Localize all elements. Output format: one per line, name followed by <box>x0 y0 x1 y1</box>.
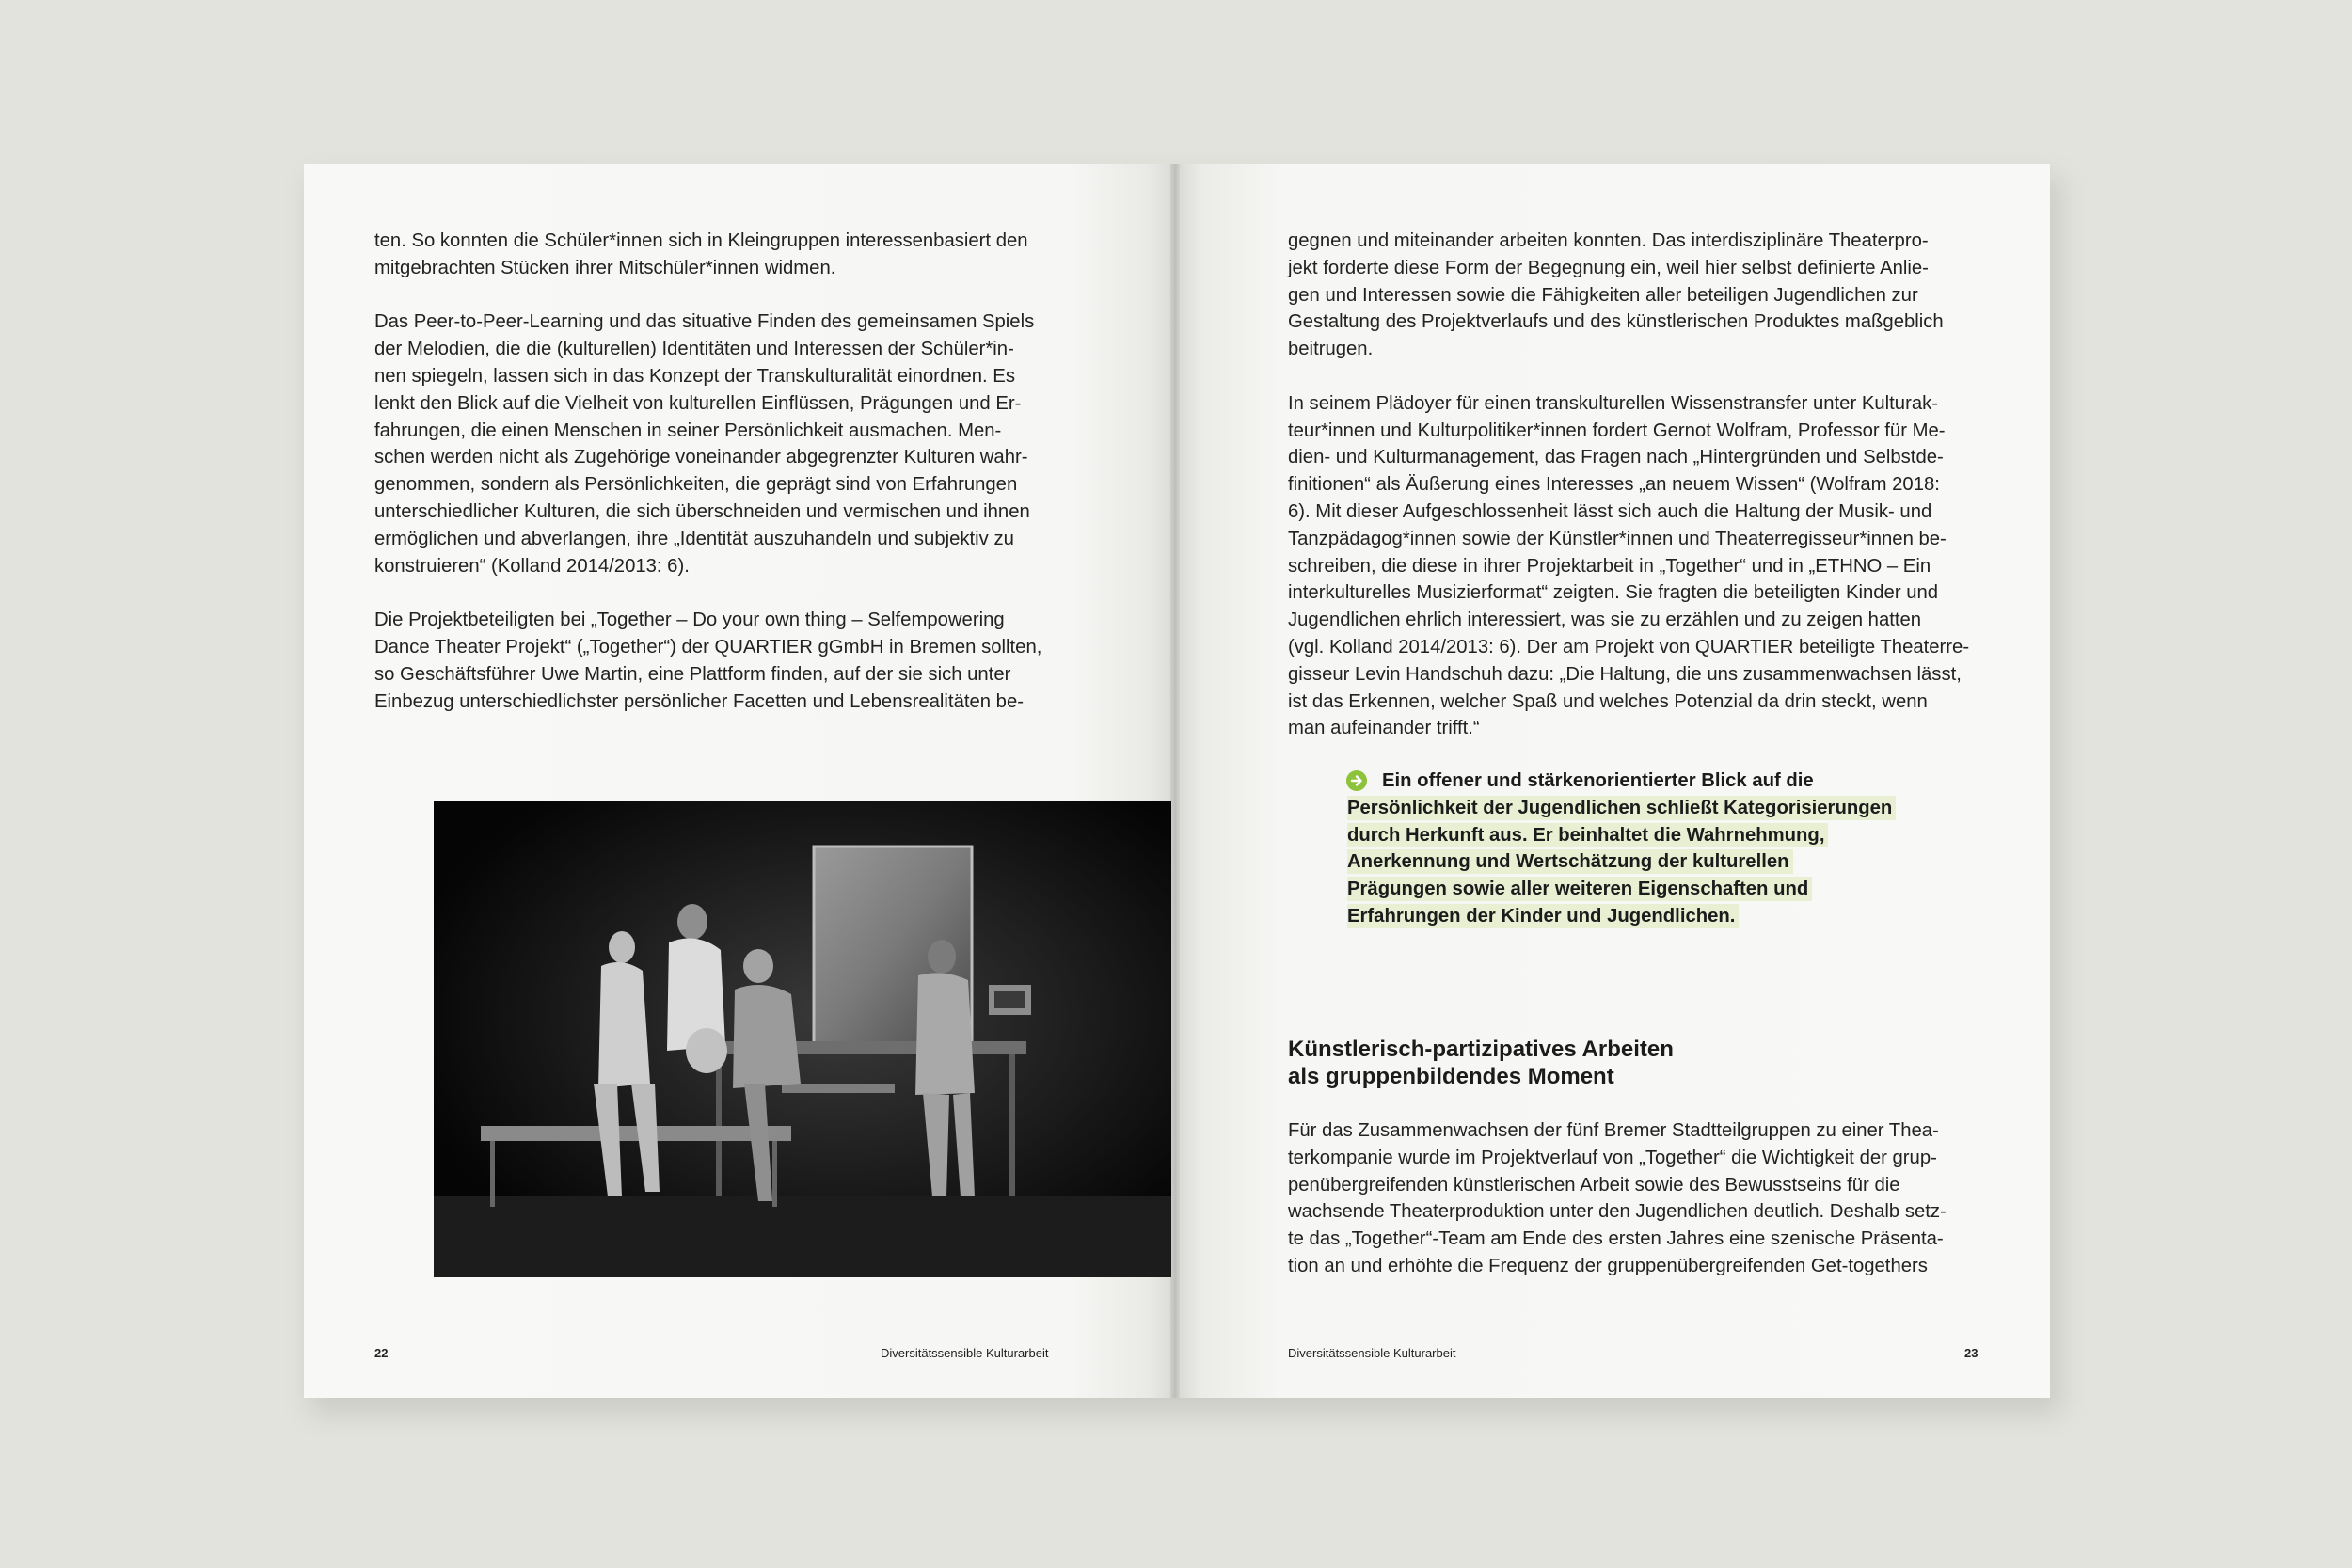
right-closing-body <box>1288 1117 2003 1307</box>
right-paragraph-1: gegnen und miteinander arbeiten konnten. Das interdisziplinäre Theaterpro- jekt forderte diese Form der Begegnung ein, weil hier selbst definierte Anlie- gen und Interessen sowie die Fähigkeiten aller beteiligen Jugendlichen zur Gestaltung des Projektverlaufs und des künstlerischen Produktes maßgeblich beitrugen. <box>1288 230 1944 360</box>
quote-line-4: Anerkennung und Wertschätzung der kulturellen <box>1347 849 1793 874</box>
quote-line-1: Ein offener und stärkenorientierter Blick auf die <box>1382 770 1814 791</box>
right-paragraph-3: Für das Zusammenwachsen der fünf Bremer Stadtteilgruppen zu einer Thea- terkompanie wurde im Projektverlauf von „Together“ die Wichtigkeit der grup- penübergreifenden künstlerischen Arbeit sowie des Bewusstseins für die wachsende Theaterproduktion unter den Jugendlichen deutlich. Deshalb setz- te das „Together“-Team am Ende des ersten Jahres eine szenische Präsenta- tion an und erhöhte die Frequenz der gruppenübergreifenden Get-togethers <box>1288 1120 1947 1276</box>
book-spine <box>1170 164 1180 1398</box>
quote-line-2: Persönlichkeit der Jugendlichen schließt Kategorisierungen <box>1347 796 1896 820</box>
theater-photo <box>434 801 1171 1277</box>
quote-line-6: Erfahrungen der Kinder und Jugendlichen. <box>1347 904 1739 928</box>
left-paragraph-3: Die Projektbeteiligten bei „Together – Do your own thing – Selfempowering Dance Theater Projekt“ („Together“) der QUARTIER gGmbH in Bremen sollten, so Geschäftsführer Uwe Martin, eine Plattform finden, auf der sie sich unter Einbezug unterschiedlichster persönlicher Facetten und Lebensrealitäten be- <box>374 610 1042 712</box>
left-page-number: 22 <box>374 1346 389 1360</box>
pull-quote <box>1347 768 1912 930</box>
quote-line-5: Prägungen sowie aller weiteren Eigenschaften und <box>1347 877 1812 901</box>
section-heading: Künstlerisch-partizipatives Arbeiten als gruppenbildendes Moment <box>1288 1037 1674 1089</box>
arrow-right-circle-icon <box>1346 770 1367 791</box>
right-running-title: Diversitätssensible Kulturarbeit <box>1288 1346 1456 1360</box>
left-page-body <box>374 228 1089 742</box>
right-page-body <box>1288 228 2003 769</box>
quote-line-3: durch Herkunft aus. Er beinhaltet die Wahrnehmung, <box>1347 823 1828 847</box>
right-paragraph-2: In seinem Plädoyer für einen transkulturellen Wissenstransfer unter Kulturak- teur*innen und Kulturpolitiker*innen fordert Gernot Wolfram, Professor für Me- dien- und Kulturmanagement, das Fragen nach „Hintergründen und Selbstde- finitionen“ als Äußerung eines Interesses „an neuem Wissen“ (Wolfram 2018: 6). Mit dieser Aufgeschlossenheit lässt sich auch die Haltung der Musik- und Tanzpädagog*innen sowie der Künstler*innen und Theaterregisseur*innen be- schreiben, die diese in ihrer Projektarbeit in „Together“ und in „ETHNO – Ein interkulturelles Musizierformat“ zeigten. Sie fragten die beteiligten Kinder und Jugendlichen ehrlich interessiert, was sie zu erzählen und zu zeigen hatten (vgl. Kolland 2014/2013: 6). Der am Projekt von QUARTIER beteiligte Theaterre- gisseur Levin Handschuh dazu: „Die Haltung, die uns zusammenwachsen lässt, ist das Erkennen, welcher Spaß und welches Potenzial da drin steckt, wenn man aufeinander trifft.“ <box>1288 392 1970 739</box>
left-running-title: Diversitätssensible Kulturarbeit <box>881 1346 1049 1360</box>
right-page-number: 23 <box>1964 1346 1979 1360</box>
theater-photo-illustration <box>434 801 1171 1277</box>
left-paragraph-2: Das Peer-to-Peer-Learning und das situative Finden des gemeinsamen Spiels der Melodien, die die (kulturellen) Identitäten und Interessen der Schüler*in- nen spiegeln, lassen sich in das Konzept der Transkulturalität einordnen. Es lenkt den Blick auf die Vielheit von kulturellen Einflüssen, Prägungen und Er- fahrungen, die einen Menschen in seiner Persönlichkeit ausmachen. Men- schen werden nicht als Zugehörige voneinander abgegrenzter Kulturen wahr- genommen, sondern als Persönlichkeiten, die geprägt sind von Erfahrungen unterschiedlicher Kulturen, die sich überschneiden und vermischen und ihnen ermöglichen und abverlangen, ihre „Identität auszuhandeln und subjektiv zu konstruieren“ (Kolland 2014/2013: 6). <box>374 311 1035 577</box>
left-paragraph-1: ten. So konnten die Schüler*innen sich in Kleingruppen interessenbasiert den mitgebrachten Stücken ihrer Mitschüler*innen widmen. <box>374 230 1028 278</box>
